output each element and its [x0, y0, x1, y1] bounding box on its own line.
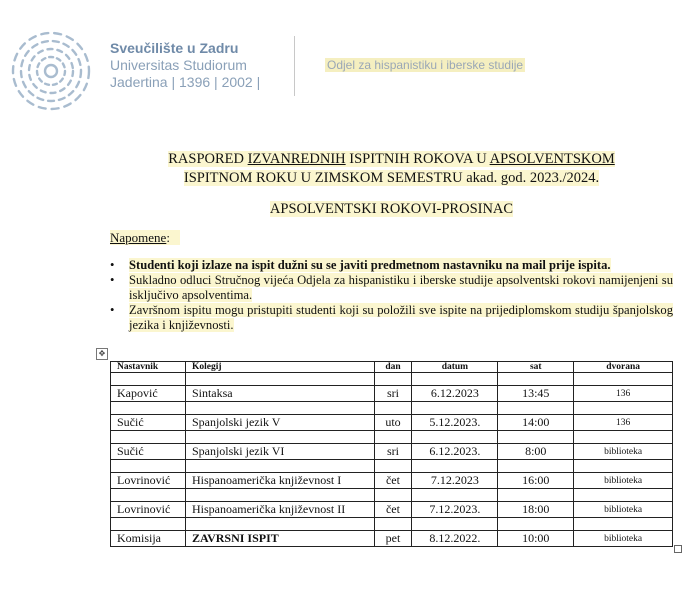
header-sat: sat	[498, 362, 574, 373]
cell-dan[interactable]: sri	[374, 444, 412, 460]
university-name-line1: Sveučilište u Zadru	[110, 40, 239, 56]
notes-heading: Napomene:	[110, 230, 180, 245]
cell-datum[interactable]: 7.12.2023	[412, 473, 498, 489]
cell-sat[interactable]: 8:00	[498, 444, 574, 460]
table-row	[111, 415, 673, 431]
notes-heading-text: Napomene	[110, 230, 167, 245]
cell-sat[interactable]: 16:00	[498, 473, 574, 489]
subtitle-text: APSOLVENTSKI ROKOVI-PROSINAC	[269, 201, 514, 217]
table-header-row	[111, 362, 673, 373]
cell-datum[interactable]: 6.12.2023	[412, 386, 498, 402]
cell-sat[interactable]: 13:45	[498, 386, 574, 402]
cell-dan[interactable]: čet	[374, 502, 412, 518]
cell-dvorana[interactable]: biblioteka	[574, 473, 673, 489]
table-row	[111, 531, 673, 547]
cell-datum[interactable]: 6.12.2023.	[412, 444, 498, 460]
title-text: RASPORED	[168, 151, 248, 167]
header-kolegij: Kolegij	[185, 362, 374, 373]
department-name: Odjel za hispanistiku i iberske studije	[327, 58, 524, 72]
cell-sat[interactable]: 14:00	[498, 415, 574, 431]
header-dan: dan	[374, 362, 412, 373]
university-logo	[6, 26, 96, 116]
table-row	[111, 502, 673, 518]
table-spacer-row	[111, 460, 673, 473]
cell-dan[interactable]: sri	[374, 386, 412, 402]
cell-dvorana[interactable]: biblioteka	[574, 502, 673, 518]
cell-datum[interactable]: 7.12.2023.	[412, 502, 498, 518]
table-spacer-row	[111, 431, 673, 444]
university-name	[110, 40, 260, 91]
cell-kolegij[interactable]: Hispanoamerička književnost II	[185, 502, 374, 518]
cell-nastavnik[interactable]: Sučić	[111, 415, 186, 431]
document-title	[110, 150, 673, 188]
header-dvorana: dvorana	[574, 362, 673, 373]
table-spacer-row	[111, 518, 673, 531]
table-row	[111, 444, 673, 460]
cell-dan[interactable]: čet	[374, 473, 412, 489]
table-spacer-row	[111, 402, 673, 415]
table-resize-handle[interactable]	[674, 545, 682, 553]
header-datum: datum	[412, 362, 498, 373]
cell-datum[interactable]: 8.12.2022.	[412, 531, 498, 547]
cell-sat[interactable]: 18:00	[498, 502, 574, 518]
cell-nastavnik[interactable]: Sučić	[111, 444, 186, 460]
cell-dvorana[interactable]: 136	[574, 415, 673, 431]
table-spacer-row	[111, 373, 673, 386]
cell-nastavnik[interactable]: Lovrinović	[111, 473, 186, 489]
notes-list	[110, 258, 673, 333]
cell-dan[interactable]: uto	[374, 415, 412, 431]
cell-nastavnik[interactable]: Kapović	[111, 386, 186, 402]
header-nastavnik: Nastavnik	[111, 362, 186, 373]
cell-datum[interactable]: 5.12.2023.	[412, 415, 498, 431]
header-divider	[294, 36, 295, 96]
cell-nastavnik[interactable]: Lovrinović	[111, 502, 186, 518]
university-name-line2: Universitas Studiorum	[110, 57, 247, 73]
table-spacer-row	[111, 489, 673, 502]
cell-dvorana[interactable]: biblioteka	[574, 531, 673, 547]
title-line2: ISPITNOM ROKU U ZIMSKOM SEMESTRU akad. god. 2023./2024.	[183, 170, 600, 186]
table-move-handle[interactable]: ✥	[96, 348, 108, 360]
title-text-2: ISPITNIH ROKOVA U	[345, 151, 490, 167]
cell-dan[interactable]: pet	[374, 531, 412, 547]
table-row	[111, 386, 673, 402]
document-subtitle	[110, 200, 673, 219]
note-item: • Sukladno odluci Stručnog vijeća Odjela za hispanistiku i iberske studije apsolventski rokovi namijenjeni su isključivo apsolventima.	[110, 273, 673, 303]
note-item: • Studenti koji izlaze na ispit dužni su se javiti predmetnom nastavniku na mail prije ispita.	[110, 258, 673, 273]
title-underlined-2: APSOLVENTSKOM	[489, 151, 615, 167]
cell-sat[interactable]: 10:00	[498, 531, 574, 547]
cell-kolegij[interactable]: Spanjolski jezik V	[185, 415, 374, 431]
university-name-line3: Jadertina | 1396 | 2002 |	[110, 74, 261, 90]
schedule-table	[110, 361, 673, 547]
cell-dvorana[interactable]: biblioteka	[574, 444, 673, 460]
cell-kolegij[interactable]: Spanjolski jezik VI	[185, 444, 374, 460]
cell-kolegij[interactable]: Sintaksa	[185, 386, 374, 402]
cell-kolegij[interactable]: Hispanoamerička književnost I	[185, 473, 374, 489]
cell-nastavnik[interactable]: Komisija	[111, 531, 186, 547]
cell-dvorana[interactable]: 136	[574, 386, 673, 402]
title-underlined-1: IZVANREDNIH	[247, 151, 346, 167]
note-item: • Završnom ispitu mogu pristupiti studenti koji su položili sve ispite na prijediplomskom studiju španjolskog jezika i književnosti.	[110, 303, 673, 333]
table-row	[111, 473, 673, 489]
cell-kolegij[interactable]: ZAVRSNI ISPIT	[185, 531, 374, 547]
